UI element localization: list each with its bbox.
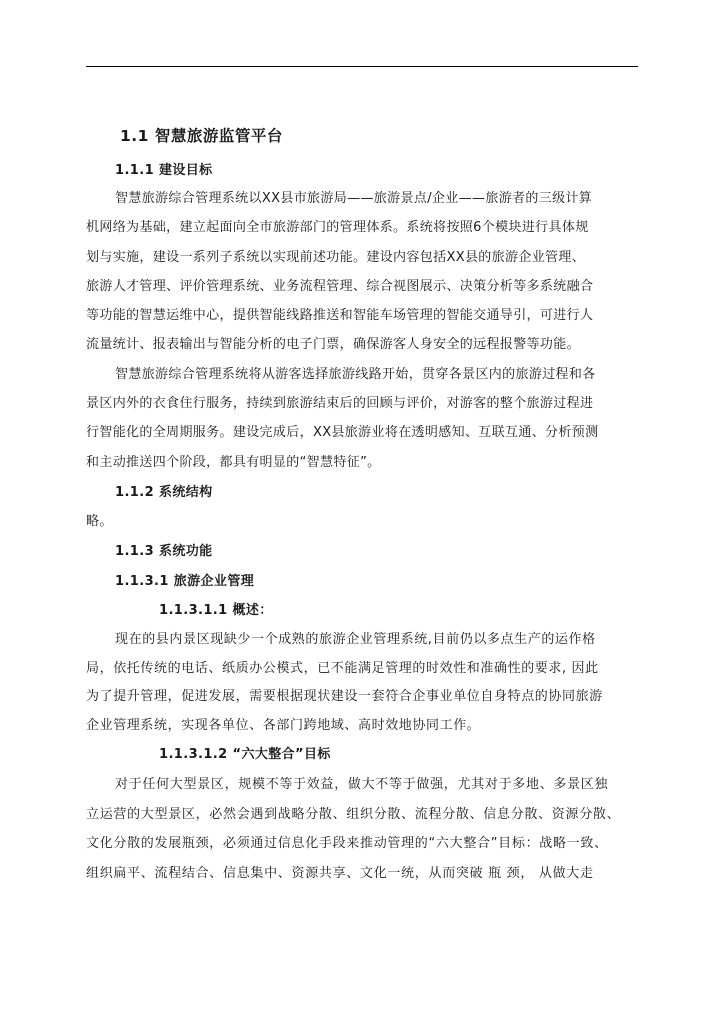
section-heading-1-1: 1.1 智慧旅游监管平台 [120,127,283,145]
section-heading-1-1-3-1-2: 1.1.3.1.2 “六大整合”目标 [159,747,331,763]
text-line: 和主动推送四个阶段，都具有明显的“智慧特征”。 [86,454,381,470]
text-line: 机网络为基础，建立起面向全市旅游部门的管理体系。系统将按照6个模块进行具体规 [86,220,589,236]
text-line: 企业管理系统，实现各单位、各部门跨地域、高时效地协同工作。 [86,717,481,733]
section-heading-1-1-3: 1.1.3 系统功能 [115,544,213,560]
document-body [86,120,642,889]
text-line: 景区内外的衣食住行服务，持续到旅游结束后的回顾与评价，对游客的整个旅游过程进 [86,396,594,412]
section-heading-1-1-1: 1.1.1 建设目标 [115,163,213,178]
text-line: 流量统计、报表输出与智能分析的电子门票，确保游客人身安全的远程报警等功能。 [86,337,580,353]
text-line: 局，依托传统的电话、纸质办公模式，已不能满足管理的时效性和准确性的要求, 因此 [86,660,599,676]
section-heading-1-1-3-1-1: 1.1.3.1.1 概述： [159,603,273,619]
text-line: 为了提升管理，促进发展，需要根据现状建设一套符合企事业单位自身特点的协同旅游 [86,689,603,705]
section-heading-1-1-3-1: 1.1.3.1 旅游企业管理 [115,574,255,590]
header-rule [86,66,638,67]
text-line: 智慧旅游综合管理系统以XX县市旅游局——旅游景点/企业——旅游者的三级计算 [115,191,593,206]
paragraph-construction-goal [86,184,642,360]
text-line: 智慧旅游综合管理系统将从游客选择旅游线路开始，贯穿各景区内的旅游过程和各 [115,366,596,382]
paragraph-system-structure [86,507,642,536]
text-line: 划与实施，建设一系列子系统以实现前述功能。建设内容包括XX县的旅游企业管理、 [86,249,586,265]
section-heading-1-1-2: 1.1.2 系统结构 [115,484,213,500]
text-line: 文化分散的发展瓶颈，必须通过信息化手段来推动管理的“六大整合”目标：战略一致、 [86,836,608,852]
text-line: 对于任何大型景区，规模不等于效益，做大不等于做强，尤其对于多地、多景区独 [115,777,609,793]
text-line: 略。 [86,513,113,529]
text-line: 组织扁平、流程结合、信息集中、资源共享、文化一统，从而突破 瓶 颈， 从做大走 [86,866,594,882]
text-line: 立运营的大型景区，必然会遇到战略分散、组织分散、流程分散、信息分散、资源分散、 [86,806,621,822]
text-line: 等功能的智慧运维中心，提供智能线路推送和智能车场管理的智能交通导引，可进行人 [86,308,594,324]
paragraph-six-integration [86,770,642,888]
text-line: 现在的县内景区现缺少一个成熟的旅游企业管理系统,目前仍以多点生产的运作格 [115,632,596,648]
text-line: 旅游人才管理、评价管理系统、业务流程管理、综合视图展示、决策分析等多系统融合 [86,278,594,294]
paragraph-overview [86,626,642,740]
text-line: 行智能化的全周期服务。建设完成后，XX县旅游业将在透明感知、互联互通、分析预测 [86,425,599,441]
paragraph-full-cycle-service [86,360,642,477]
